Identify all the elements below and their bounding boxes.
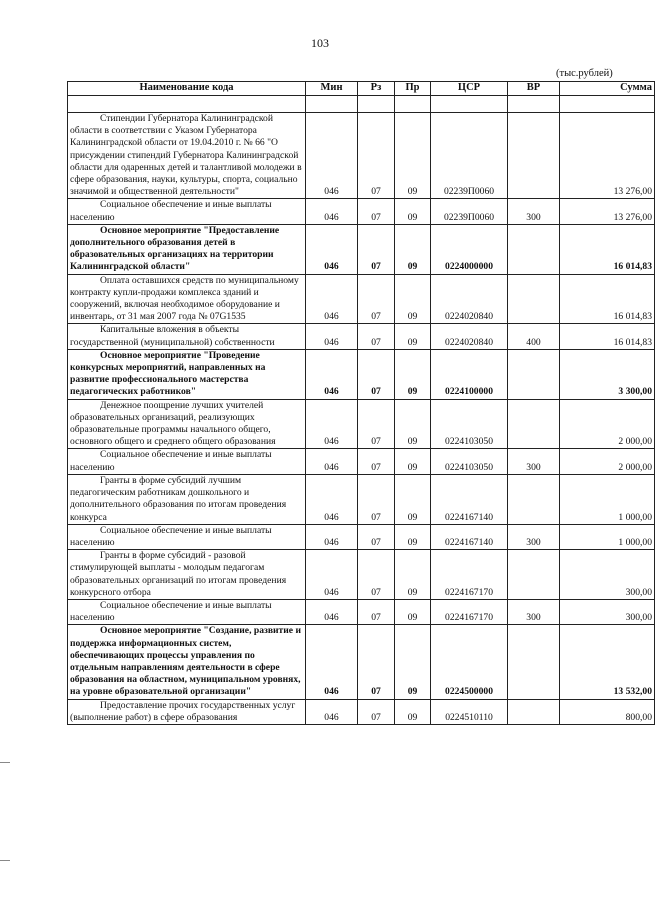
cell-pr: 09: [395, 199, 431, 224]
cell-sum: 1 000,00: [560, 474, 655, 524]
cell-sum: 16 014,83: [560, 324, 655, 349]
cell-name: [68, 599, 306, 624]
row-name: Основное мероприятие "Создание, развитие и поддержка информационных систем, обеспечивающих процессы управления по отдельным направлениям деятельности в сфере образования на областном, муниципальном уровнях, на уровне образовательной организации": [70, 625, 301, 698]
row-name: Социальное обеспечение и иные выплаты населению: [70, 599, 272, 624]
cell-sum: 2 000,00: [560, 399, 655, 449]
cell-vr: [508, 550, 560, 600]
table-row: [68, 199, 655, 224]
cell-min: 046: [306, 474, 358, 524]
cell-min: 046: [306, 113, 358, 199]
cell-vr: 300: [508, 449, 560, 474]
cell-min: 046: [306, 399, 358, 449]
cell-pr: 09: [395, 274, 431, 324]
header-rz: Рз: [358, 82, 395, 96]
header-sum: Сумма: [560, 82, 655, 96]
table-row: [68, 449, 655, 474]
cell-name: [68, 550, 306, 600]
page-number: 103: [311, 36, 329, 50]
cell-csr: 0224510110: [431, 699, 508, 724]
cell-min: 046: [306, 224, 358, 274]
cell-min: 046: [306, 324, 358, 349]
cell-vr: 400: [508, 324, 560, 349]
cell-vr: [508, 113, 560, 199]
table-row: [68, 349, 655, 399]
header-csr: ЦСР: [431, 82, 508, 96]
cell-pr: 09: [395, 599, 431, 624]
cell-sum: 1 000,00: [560, 524, 655, 549]
cell-pr: 09: [395, 550, 431, 600]
header-pr: Пр: [395, 82, 431, 96]
table-row: [68, 274, 655, 324]
cell-rz: 07: [358, 199, 395, 224]
cell-pr: 09: [395, 449, 431, 474]
table-row: [68, 399, 655, 449]
header-min: Мин: [306, 82, 358, 96]
header-vr: ВР: [508, 82, 560, 96]
cell-csr: 0224020840: [431, 324, 508, 349]
cell-csr: 0224100000: [431, 349, 508, 399]
cell-sum: 13 276,00: [560, 113, 655, 199]
row-name: Социальное обеспечение и иные выплаты населению: [70, 524, 272, 548]
table-body: [68, 96, 655, 725]
row-name: Основное мероприятие "Предоставление дополнительного образования детей в образовательных организациях на территории Калининградской области": [70, 224, 280, 273]
cell-csr: 0224500000: [431, 625, 508, 699]
table-row: [68, 699, 655, 724]
row-name: Денежное поощрение лучших учителей образовательных организаций, реализующих образовательные программы начального общего, основного общего и среднего общего образования: [70, 399, 276, 448]
cell-vr: [508, 274, 560, 324]
cell-sum: 13 276,00: [560, 199, 655, 224]
cell-csr: 0224000000: [431, 224, 508, 274]
cell-rz: 07: [358, 599, 395, 624]
cell-min: 046: [306, 449, 358, 474]
cell-rz: 07: [358, 113, 395, 199]
cell-name: [68, 449, 306, 474]
cell-rz: 07: [358, 625, 395, 699]
cell-rz: 07: [358, 324, 395, 349]
cell-min: 046: [306, 550, 358, 600]
table-row: [68, 224, 655, 274]
cell-pr: 09: [395, 474, 431, 524]
cell-rz: 07: [358, 524, 395, 549]
table-row: [68, 550, 655, 600]
cell-pr: 09: [395, 349, 431, 399]
row-name: Стипендии Губернатора Калининградской области в соответствии с Указом Губернатора Калининградской области от 19.04.2010 г. № 66 "О присуждении стипендий Губернатора Калининградской области для одаренных детей и талантливой молодежи в сфере образования, науки, культуры, спорта, социально значимой и общественной деятельности": [70, 113, 302, 198]
cell-name: [68, 224, 306, 274]
cell-vr: [508, 699, 560, 724]
margin-mark: [0, 762, 10, 763]
cell-csr: 0224167140: [431, 474, 508, 524]
cell-name: [68, 324, 306, 349]
cell-sum: 300,00: [560, 599, 655, 624]
cell-min: 046: [306, 524, 358, 549]
cell-name: [68, 474, 306, 524]
cell-sum: 16 014,83: [560, 274, 655, 324]
cell-rz: 07: [358, 699, 395, 724]
cell-sum: 2 000,00: [560, 449, 655, 474]
cell-csr: 0224167170: [431, 599, 508, 624]
table-row: [68, 324, 655, 349]
cell-csr: 0224103050: [431, 399, 508, 449]
cell-vr: [508, 625, 560, 699]
cell-rz: 07: [358, 274, 395, 324]
cell-vr: [508, 349, 560, 399]
cell-vr: 300: [508, 199, 560, 224]
cell-vr: [508, 224, 560, 274]
header-name: Наименование кода: [68, 82, 306, 96]
table-row: [68, 113, 655, 199]
cell-vr: [508, 474, 560, 524]
cell-name: [68, 113, 306, 199]
cell-vr: [508, 399, 560, 449]
row-name: Основное мероприятие "Проведение конкурсных мероприятий, направленных на развитие профессионального мастерства педагогических работников": [70, 349, 266, 398]
table-header-row: [68, 82, 655, 96]
cell-pr: 09: [395, 224, 431, 274]
budget-table: [67, 81, 655, 725]
cell-pr: 09: [395, 113, 431, 199]
cell-rz: 07: [358, 550, 395, 600]
cell-sum: 800,00: [560, 699, 655, 724]
cell-vr: 300: [508, 524, 560, 549]
cell-pr: 09: [395, 625, 431, 699]
cell-rz: 07: [358, 449, 395, 474]
cell-min: 046: [306, 349, 358, 399]
row-name: Оплата оставшихся средств по муниципальному контракту купли-продажи комплекса зданий и сооружений, включая необходимое оборудование и инвентарь, от 31 мая 2007 года № 07G1535: [70, 274, 299, 323]
row-name: Социальное обеспечение и иные выплаты населению: [70, 199, 272, 223]
cell-name: [68, 349, 306, 399]
cell-rz: 07: [358, 474, 395, 524]
table-row: [68, 474, 655, 524]
cell-sum: 300,00: [560, 550, 655, 600]
cell-csr: 0224103050: [431, 449, 508, 474]
table-row: [68, 524, 655, 549]
table-row: [68, 599, 655, 624]
cell-min: 046: [306, 625, 358, 699]
cell-rz: 07: [358, 349, 395, 399]
cell-name: [68, 524, 306, 549]
row-name: Капитальные вложения в объекты государственной (муниципальной) собственности: [70, 324, 275, 348]
cell-csr: 0224020840: [431, 274, 508, 324]
cell-min: 046: [306, 699, 358, 724]
row-name: Социальное обеспечение и иные выплаты населению: [70, 449, 272, 473]
cell-pr: 09: [395, 699, 431, 724]
cell-min: 046: [306, 599, 358, 624]
cell-name: [68, 199, 306, 224]
cell-name: [68, 625, 306, 699]
cell-name: [68, 699, 306, 724]
cell-pr: 09: [395, 399, 431, 449]
cell-sum: 13 532,00: [560, 625, 655, 699]
cell-rz: 07: [358, 224, 395, 274]
cell-pr: 09: [395, 324, 431, 349]
cell-csr: 02239П0060: [431, 113, 508, 199]
unit-note: (тыс.рублей): [556, 68, 613, 79]
cell-sum: 3 300,00: [560, 349, 655, 399]
cell-pr: 09: [395, 524, 431, 549]
cell-name: [68, 274, 306, 324]
row-name: Гранты в форме субсидий лучшим педагогическим работникам дошкольного и дополнительного образования по итогам проведения конкурса: [70, 474, 287, 523]
cell-min: 046: [306, 274, 358, 324]
cell-csr: 0224167170: [431, 550, 508, 600]
cell-rz: 07: [358, 399, 395, 449]
cell-vr: 300: [508, 599, 560, 624]
cell-csr: 0224167140: [431, 524, 508, 549]
cell-sum: 16 014,83: [560, 224, 655, 274]
cell-min: 046: [306, 199, 358, 224]
table-row-spacer: [68, 96, 655, 113]
margin-mark: [0, 860, 10, 861]
table-row: [68, 625, 655, 699]
cell-csr: 02239П0060: [431, 199, 508, 224]
row-name: Предоставление прочих государственных услуг (выполнение работ) в сфере образования: [70, 699, 296, 723]
row-name: Гранты в форме субсидий - разовой стимулирующей выплаты - молодым педагогам образовательных организаций по итогам проведения конкурсного отбора: [70, 550, 287, 598]
cell-name: [68, 399, 306, 449]
